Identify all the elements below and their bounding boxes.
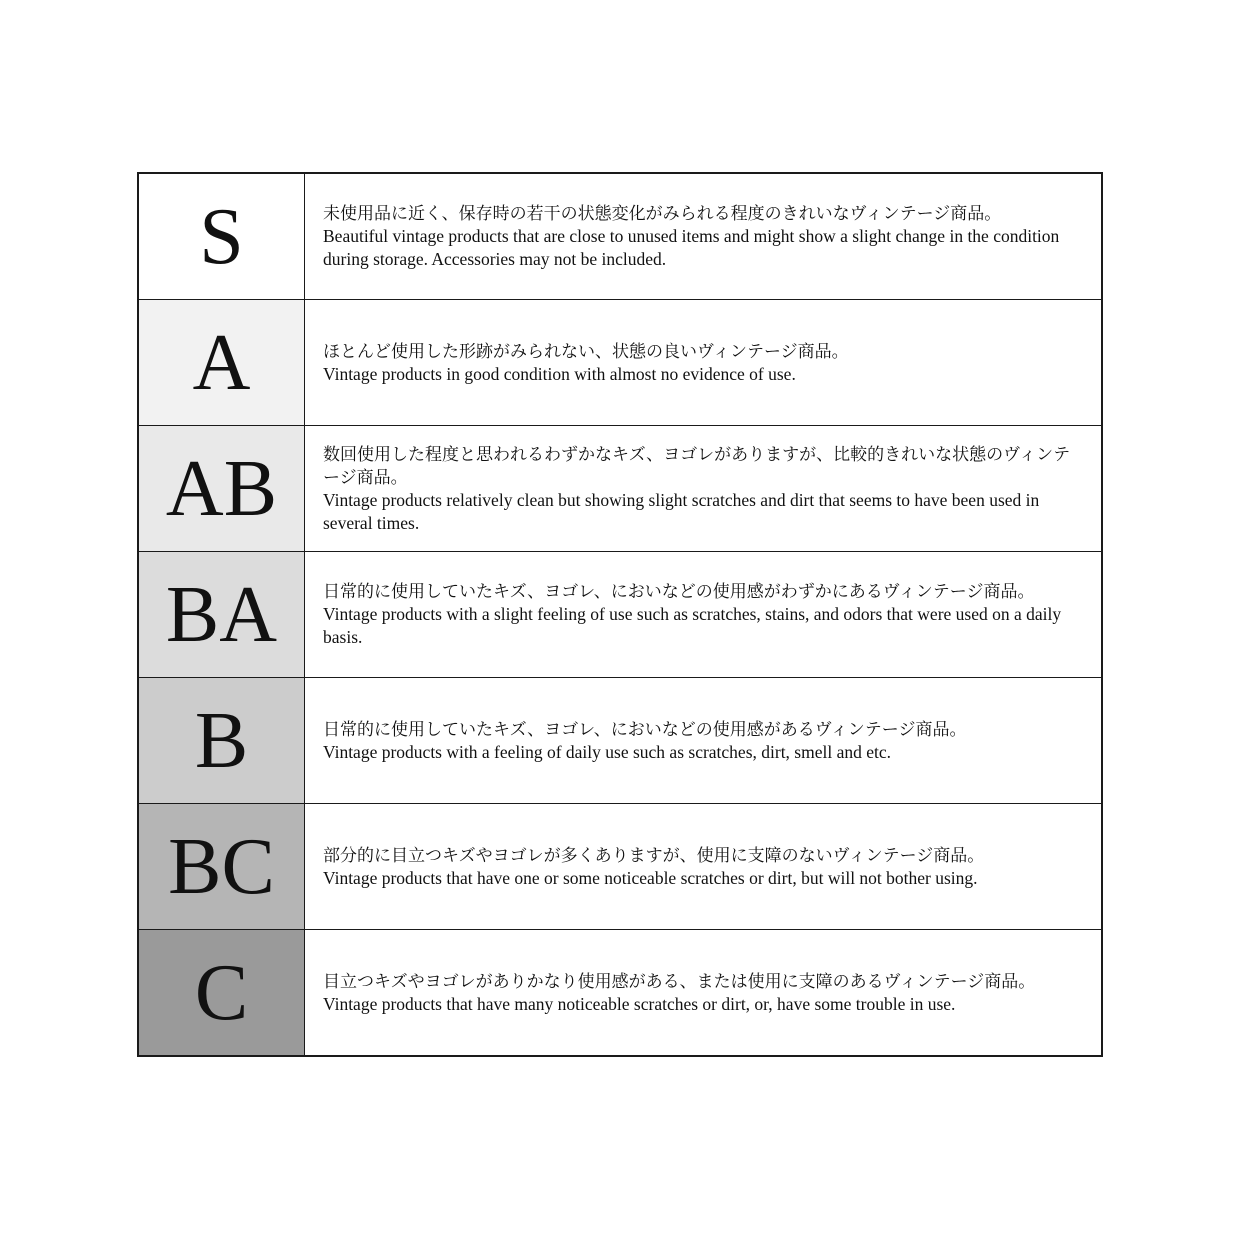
table-row [138, 426, 1102, 552]
condition-grade-table [137, 172, 1103, 1057]
description-cell [305, 930, 1103, 1057]
table-row [138, 804, 1102, 930]
table-row [138, 678, 1102, 804]
table-row [138, 173, 1102, 300]
table-row [138, 552, 1102, 678]
description-cell [305, 804, 1103, 930]
grade-cell: C [138, 930, 305, 1057]
description-english: Vintage products that have many noticeable scratches or dirt, or, have some trouble in use. [323, 993, 956, 1014]
description-cell [305, 300, 1103, 426]
description-english: Vintage products with a slight feeling of use such as scratches, stains, and odors that were used on a daily basis. [323, 604, 1062, 647]
table-row [138, 300, 1102, 426]
description-english: Beautiful vintage products that are close to unused items and might show a slight change in the condition during storage. Accessories may not be included. [323, 226, 1060, 269]
grade-cell: BC [138, 804, 305, 930]
description-english: Vintage products in good condition with almost no evidence of use. [323, 363, 796, 384]
description-english: Vintage products relatively clean but showing slight scratches and dirt that seems to have been used in several times. [323, 489, 1040, 533]
description-japanese: 数回使用した程度と思われるわずかなキズ、ヨゴレがありますが、比較的きれいな状態のヴィンテージ商品。 [323, 444, 1071, 487]
description-english: Vintage products that have one or some noticeable scratches or dirt, but will not bother using. [323, 867, 978, 888]
description-cell [305, 552, 1103, 678]
description-cell [305, 173, 1103, 300]
grade-cell: BA [138, 552, 305, 678]
description-japanese: 日常的に使用していたキズ、ヨゴレ、においなどの使用感がわずかにあるヴィンテージ商品。 [323, 582, 1035, 601]
description-cell [305, 678, 1103, 804]
description-japanese: 日常的に使用していたキズ、ヨゴレ、においなどの使用感があるヴィンテージ商品。 [323, 719, 967, 739]
table-row [138, 930, 1102, 1057]
grade-cell: B [138, 678, 305, 804]
description-cell [305, 426, 1103, 552]
description-japanese: ほとんど使用した形跡がみられない、状態の良いヴィンテージ商品。 [323, 341, 849, 361]
description-english: Vintage products with a feeling of daily use such as scratches, dirt, smell and etc. [323, 741, 892, 762]
description-japanese: 目立つキズやヨゴレがありかなり使用感がある、または使用に支障のあるヴィンテージ商品。 [323, 971, 1036, 991]
description-japanese: 未使用品に近く、保存時の若干の状態変化がみられる程度のきれいなヴィンテージ商品。 [323, 204, 1002, 223]
description-japanese: 部分的に目立つキズやヨゴレが多くありますが、使用に支障のないヴィンテージ商品。 [323, 845, 985, 865]
grade-cell: S [138, 173, 305, 300]
grade-cell: A [138, 300, 305, 426]
grade-cell: AB [138, 426, 305, 552]
